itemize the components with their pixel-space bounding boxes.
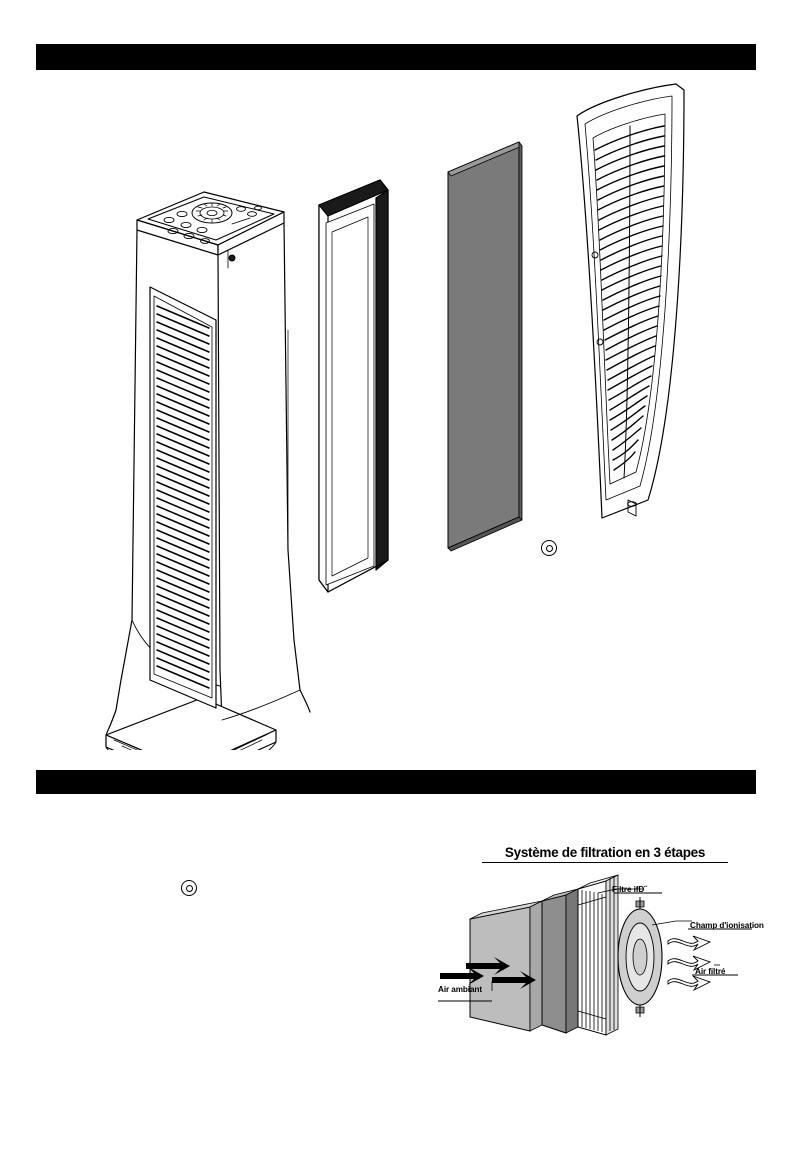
exploded-diagram: [36, 80, 756, 750]
label-filtered-air: Air filtré: [695, 967, 726, 976]
callout-marker-filter: [541, 540, 557, 556]
mid-filter-slab: [542, 889, 578, 1033]
filtration-system-figure: [430, 845, 764, 1060]
label-ifd-filter: Filtre ifD˝: [612, 885, 647, 894]
filtration-figure-title: Système de filtration en 3 étapes: [482, 845, 728, 863]
part-main-unit: [106, 192, 310, 750]
part-filter-panel: [448, 142, 522, 551]
section-header-bar-middle: [36, 770, 756, 794]
callout-marker-section: [181, 880, 197, 896]
filtered-air-arrows: [668, 936, 710, 990]
label-ionization-field: Champ d'ionisation: [690, 921, 764, 930]
ifd-filter: [578, 875, 618, 1035]
label-ambient-air: Air ambiant: [438, 985, 482, 994]
part-front-grille: [577, 84, 684, 518]
section-header-bar-top: [36, 44, 756, 70]
part-inner-frame: [319, 180, 388, 592]
ionization-field: [618, 897, 662, 1017]
